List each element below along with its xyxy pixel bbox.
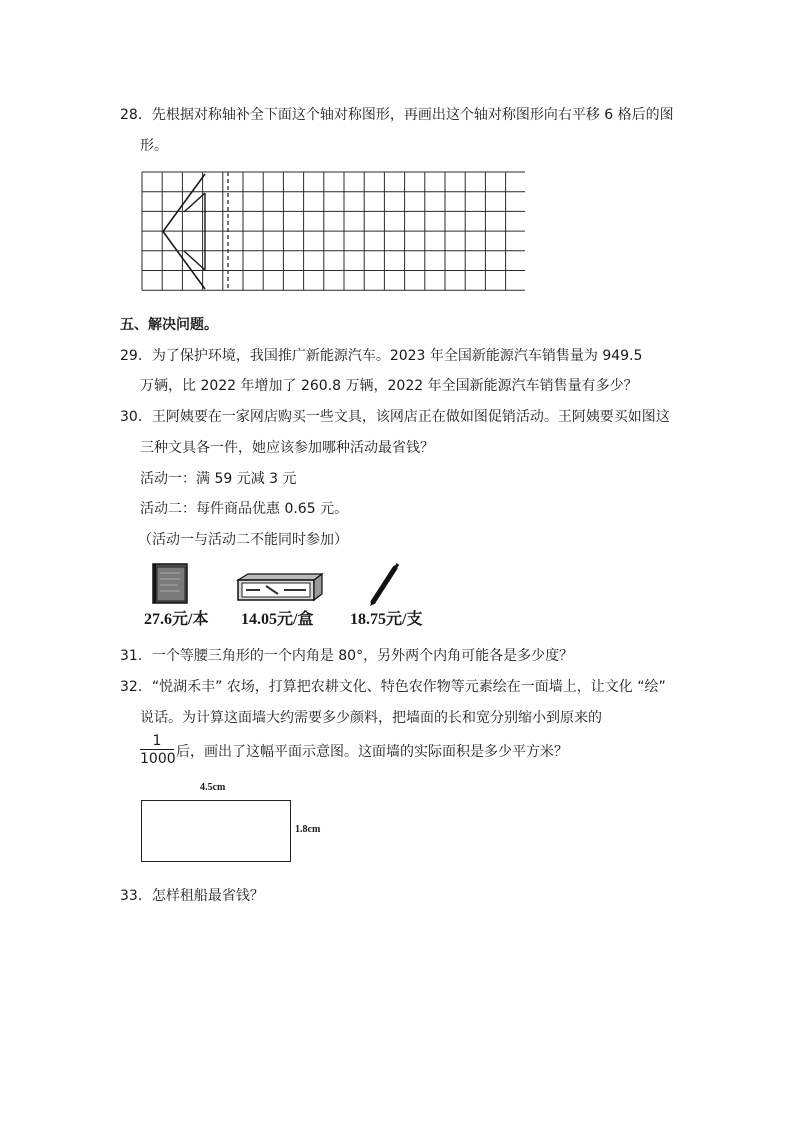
q30-text-line1: 30．王阿姨要在一家网店购买一些文具，该网店正在做如图促销活动。王阿姨要买如图这 xyxy=(120,409,670,425)
q30-text-line2: 三种文具各一件，她应该参加哪种活动最省钱？ xyxy=(140,440,434,456)
pencil-box-price: 14.05元/盒 xyxy=(241,611,314,628)
pencil-box-icon xyxy=(234,572,324,604)
pen-price: 18.75元/支 xyxy=(350,611,423,628)
q32-text-line1: 32．“悦湖禾丰” 农场，打算把农耕文化、特色农作物等元素绘在一面墙上，让文化 “绘” xyxy=(120,679,666,695)
wall-length-label: 4.5cm xyxy=(200,782,226,793)
q32-text-line2: 说话。为计算这面墙大约需要多少颜料，把墙面的长和宽分别缩小到原来的 xyxy=(140,710,602,726)
q32-text-line3: 后，画出了这幅平面示意图。这面墙的实际面积是多少平方米？ xyxy=(176,744,568,760)
fraction-denominator: 1000 xyxy=(140,751,176,767)
symmetry-grid xyxy=(140,170,525,292)
q30-activity1: 活动一：满 59 元减 3 元 xyxy=(140,471,297,487)
q28-text-line2: 形。 xyxy=(140,138,168,154)
pen-icon xyxy=(365,562,405,606)
q29-text-line1: 29．为了保护环境，我国推广新能源汽车。2023 年全国新能源汽车销售量为 949.5 xyxy=(120,348,643,364)
notebook-price: 27.6元/本 xyxy=(144,611,209,628)
q29-text-line2: 万辆，比 2022 年增加了 260.8 万辆，2022 年全国新能源汽车销售量有多少？ xyxy=(140,378,638,394)
half-shape-inner-1 xyxy=(184,193,205,212)
q33-text: 33．怎样租船最省钱？ xyxy=(120,888,264,904)
q30-note: （活动一与活动二不能同时参加） xyxy=(138,532,348,548)
section-heading: 五、解决问题。 xyxy=(120,317,218,333)
wall-width-label: 1.8cm xyxy=(295,824,321,835)
q28-text-line1: 28．先根据对称轴补全下面这个轴对称图形，再画出这个轴对称图形向右平移 6 格后的图 xyxy=(120,107,674,123)
fraction xyxy=(140,733,174,768)
notebook-icon xyxy=(150,561,196,605)
q30-activity2: 活动二：每件商品优惠 0.65 元。 xyxy=(140,501,349,517)
fraction-numerator: 1 xyxy=(140,733,174,750)
q31-text: 31．一个等腰三角形的一个内角是 80°，另外两个内角可能各是多少度？ xyxy=(120,648,574,664)
half-shape-inner-2 xyxy=(184,251,205,270)
wall-diagram xyxy=(141,800,291,862)
